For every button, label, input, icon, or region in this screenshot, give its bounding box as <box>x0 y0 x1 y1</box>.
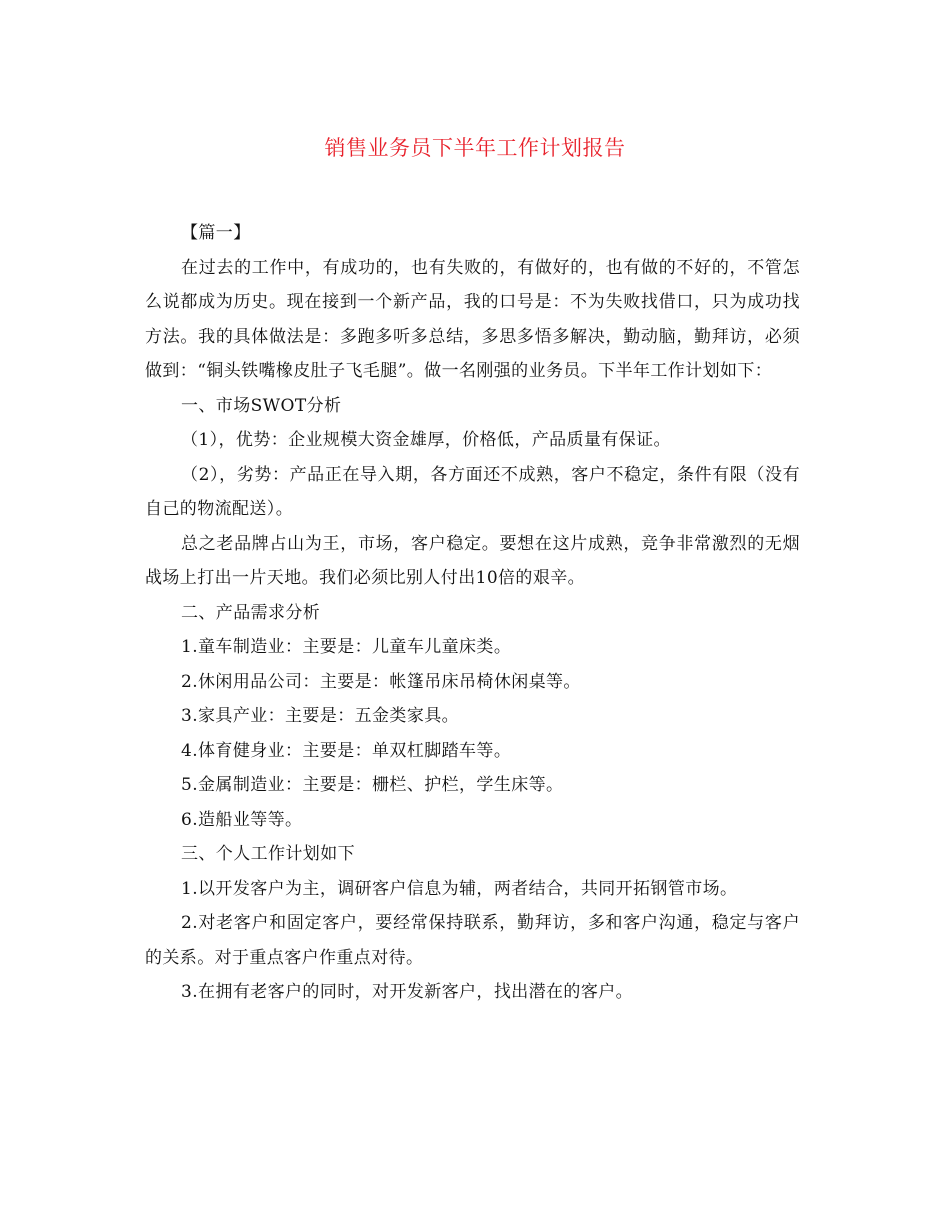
swot-strengths: （1），优势：企业规模大资金雄厚，价格低，产品质量有保证。 <box>181 430 671 450</box>
heading-plan: 三、个人工作计划如下 <box>181 844 355 864</box>
demand-item-1: 1.童车制造业：主要是：儿童车儿童床类。 <box>181 637 512 657</box>
swot-summary: 总之老品牌占山为王，市场，客户稳定。要想在这片成熟，竞争非常激烈的无烟战场上打出一片天地。我们必须比别人付出10倍的艰辛。 <box>145 533 800 588</box>
heading-swot: 一、市场SWOT分析 <box>181 395 342 416</box>
demand-item-4: 4.体育健身业：主要是：单双杠脚踏车等。 <box>181 740 512 761</box>
heading-demand: 二、产品需求分析 <box>181 602 321 623</box>
section-label: 【篇一】 <box>181 223 251 243</box>
intro-paragraph: 在过去的工作中，有成功的，也有失败的，有做好的，也有做的不好的，不管怎么说都成为历史。现在接到一个新产品，我的口号是：不为失败找借口，只为成功找方法。我的具体做法是：多跑多听多总结，多思多悟多解决，勤动脑，勤拜访，必须做到：“铜头铁嘴橡皮肚子飞毛腿”。做一名刚强的业务员。下半年工作计划如下： <box>145 257 800 381</box>
document-title: 销售业务员下半年工作计划报告 <box>324 136 626 160</box>
plan-item-2: 2.对老客户和固定客户，要经常保持联系，勤拜访，多和客户沟通，稳定与客户的关系。对于重点客户作重点对待。 <box>145 913 800 968</box>
demand-item-5: 5.金属制造业：主要是：栅栏、护栏，学生床等。 <box>181 775 564 795</box>
swot-weaknesses: （2），劣势：产品正在导入期，各方面还不成熟，客户不稳定，条件有限（没有自己的物流配送）。 <box>145 464 800 519</box>
demand-item-3: 3.家具产业：主要是：五金类家具。 <box>181 706 460 726</box>
demand-item-6: 6.造船业等等。 <box>181 809 303 830</box>
plan-item-1: 1.以开发客户为主，调研客户信息为辅，两者结合，共同开拓钢管市场。 <box>181 878 738 899</box>
document-body <box>145 216 800 1010</box>
plan-item-3: 3.在拥有老客户的同时，对开发新客户，找出潜在的客户。 <box>181 982 634 1002</box>
demand-item-2: 2.休闲用品公司：主要是：帐篷吊床吊椅休闲桌等。 <box>181 671 581 692</box>
